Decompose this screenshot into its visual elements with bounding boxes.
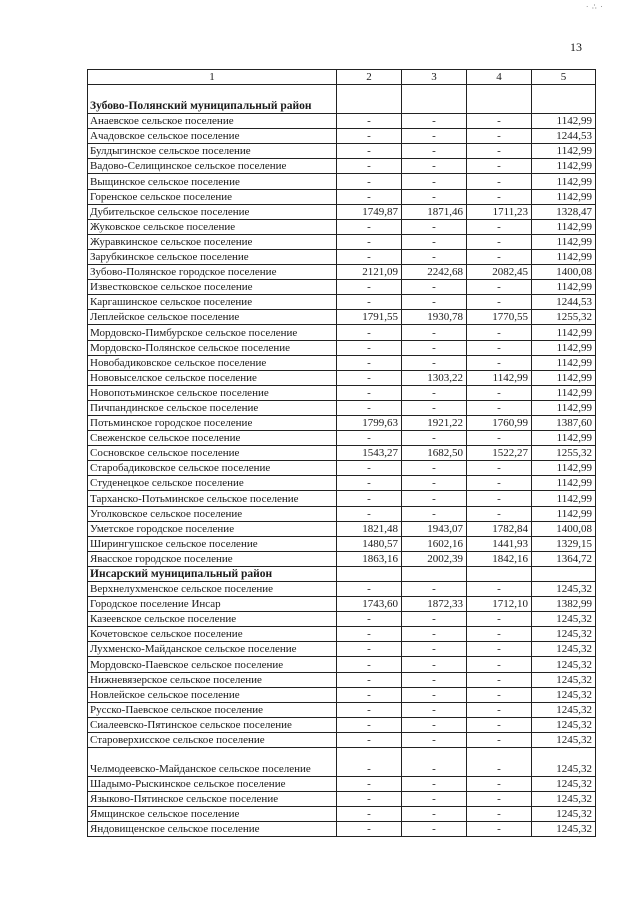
value-col-5: 1328,47	[532, 204, 596, 219]
value-col-5: 1142,99	[532, 431, 596, 446]
value-col-2: 1743,60	[337, 597, 402, 612]
value-col-4: -	[467, 159, 532, 174]
settlement-name: Горенское сельское поселение	[88, 189, 337, 204]
settlement-name: Староверхисское сельское поселение	[88, 732, 337, 747]
value-col-2: -	[337, 340, 402, 355]
settlement-name: Городское поселение Инсар	[88, 597, 337, 612]
table-row	[88, 642, 596, 657]
table-row	[88, 792, 596, 807]
settlement-name: Вадово-Селищинское сельское поселение	[88, 159, 337, 174]
value-col-5: 1245,32	[532, 672, 596, 687]
value-col-4: -	[467, 234, 532, 249]
value-col-3: 1921,22	[402, 415, 467, 430]
value-col-4: -	[467, 295, 532, 310]
value-col-2: 1543,27	[337, 446, 402, 461]
value-col-4: -	[467, 822, 532, 837]
value-col-4: -	[467, 355, 532, 370]
value-col-4: 1142,99	[467, 370, 532, 385]
table-row	[88, 612, 596, 627]
value-col-2: -	[337, 807, 402, 822]
value-col-4: -	[467, 582, 532, 597]
table-row	[88, 340, 596, 355]
value-col-4: -	[467, 476, 532, 491]
section-title: Инсарский муниципальный район	[88, 566, 337, 581]
table-row	[88, 807, 596, 822]
value-col-5: 1142,99	[532, 174, 596, 189]
column-header-3: 3	[402, 70, 467, 85]
value-col-3: -	[402, 687, 467, 702]
settlement-name: Кочетовское сельское поселение	[88, 627, 337, 642]
value-col-5: 1245,32	[532, 687, 596, 702]
value-col-5: 1142,99	[532, 400, 596, 415]
table-row	[88, 702, 596, 717]
settlement-name: Мордовско-Пимбурское сельское поселение	[88, 325, 337, 340]
table-row	[88, 189, 596, 204]
value-col-3: -	[402, 506, 467, 521]
value-col-3: -	[402, 144, 467, 159]
value-col-3: -	[402, 431, 467, 446]
value-col-4: -	[467, 792, 532, 807]
value-col-5: 1142,99	[532, 355, 596, 370]
settlement-name: Каргашинское сельское поселение	[88, 295, 337, 310]
value-col-3: -	[402, 385, 467, 400]
settlement-name: Казеевское сельское поселение	[88, 612, 337, 627]
value-col-5: 1142,99	[532, 340, 596, 355]
value-col-4: -	[467, 491, 532, 506]
value-col-2: -	[337, 461, 402, 476]
value-col-4: -	[467, 702, 532, 717]
value-col-2: -	[337, 219, 402, 234]
table-row	[88, 219, 596, 234]
table-row	[88, 234, 596, 249]
value-col-4: -	[467, 506, 532, 521]
value-col-4: -	[467, 612, 532, 627]
table-row	[88, 491, 596, 506]
table-row	[88, 280, 596, 295]
table-row	[88, 204, 596, 219]
value-col-3: -	[402, 219, 467, 234]
value-col-4: -	[467, 642, 532, 657]
value-col-3: -	[402, 777, 467, 792]
value-col-5: 1329,15	[532, 536, 596, 551]
value-col-4: -	[467, 340, 532, 355]
table-row	[88, 521, 596, 536]
value-col-4: 1770,55	[467, 310, 532, 325]
value-col-4: -	[467, 627, 532, 642]
settlement-name: Челмодеевско-Майданское сельское поселение	[88, 748, 337, 777]
value-col-5: 1142,99	[532, 249, 596, 264]
settlement-name: Языково-Пятинское сельское поселение	[88, 792, 337, 807]
value-col-2: -	[337, 822, 402, 837]
value-col-5: 1245,32	[532, 612, 596, 627]
settlement-name: Уголковское сельское поселение	[88, 506, 337, 521]
value-col-4: 2082,45	[467, 265, 532, 280]
value-col-5: 1255,32	[532, 446, 596, 461]
value-col-4: 1760,99	[467, 415, 532, 430]
settlement-name: Ширингушское сельское поселение	[88, 536, 337, 551]
value-col-5: 1400,08	[532, 265, 596, 280]
empty-cell	[337, 566, 402, 581]
value-col-5: 1244,53	[532, 295, 596, 310]
value-col-4: 1711,23	[467, 204, 532, 219]
empty-cell	[337, 85, 402, 114]
value-col-5: 1245,32	[532, 717, 596, 732]
value-col-3: -	[402, 672, 467, 687]
value-col-2: -	[337, 144, 402, 159]
table-row	[88, 822, 596, 837]
value-col-2: -	[337, 431, 402, 446]
settlement-name: Ямщинское сельское поселение	[88, 807, 337, 822]
value-col-5: 1244,53	[532, 129, 596, 144]
value-col-4: -	[467, 732, 532, 747]
value-col-5: 1142,99	[532, 325, 596, 340]
table-row	[88, 174, 596, 189]
settlement-name: Лухменско-Майданское сельское поселение	[88, 642, 337, 657]
page-number: 13	[570, 40, 582, 54]
column-header-5: 5	[532, 70, 596, 85]
empty-cell	[532, 85, 596, 114]
value-col-3: -	[402, 280, 467, 295]
value-col-5: 1142,99	[532, 506, 596, 521]
value-col-3: 1682,50	[402, 446, 467, 461]
value-col-3: -	[402, 642, 467, 657]
value-col-4: -	[467, 385, 532, 400]
value-col-5: 1245,32	[532, 732, 596, 747]
value-col-3: -	[402, 582, 467, 597]
value-col-4: -	[467, 280, 532, 295]
value-col-3: -	[402, 717, 467, 732]
settlement-name: Русско-Паевское сельское поселение	[88, 702, 337, 717]
value-col-5: 1142,99	[532, 476, 596, 491]
table-row	[88, 249, 596, 264]
value-col-3: -	[402, 491, 467, 506]
value-col-3: -	[402, 325, 467, 340]
settlement-name: Свеженское сельское поселение	[88, 431, 337, 446]
section-title: Зубово-Полянский муниципальный район	[88, 85, 337, 114]
table-row	[88, 597, 596, 612]
value-col-4: 1782,84	[467, 521, 532, 536]
value-col-3: -	[402, 657, 467, 672]
value-col-4: -	[467, 174, 532, 189]
value-col-5: 1142,99	[532, 219, 596, 234]
value-col-3: -	[402, 822, 467, 837]
value-col-2: -	[337, 325, 402, 340]
value-col-2: -	[337, 748, 402, 777]
value-col-3: -	[402, 792, 467, 807]
column-header-2: 2	[337, 70, 402, 85]
value-col-5: 1245,32	[532, 627, 596, 642]
empty-cell	[532, 566, 596, 581]
settlement-name: Студенецкое сельское поселение	[88, 476, 337, 491]
value-col-4: -	[467, 461, 532, 476]
table-row	[88, 536, 596, 551]
value-col-5: 1245,32	[532, 792, 596, 807]
value-col-2: -	[337, 129, 402, 144]
value-col-3: -	[402, 807, 467, 822]
settlement-name: Жуковское сельское поселение	[88, 219, 337, 234]
table-row	[88, 582, 596, 597]
value-col-4: -	[467, 748, 532, 777]
value-col-4: -	[467, 672, 532, 687]
table-header-row	[88, 70, 596, 85]
value-col-2: -	[337, 687, 402, 702]
settlement-name: Новобадиковское сельское поселение	[88, 355, 337, 370]
value-col-2: -	[337, 370, 402, 385]
settlement-name: Журавкинское сельское поселение	[88, 234, 337, 249]
value-col-2: -	[337, 792, 402, 807]
table-row	[88, 129, 596, 144]
settlement-name: Анаевское сельское поселение	[88, 114, 337, 129]
settlement-name: Мордовско-Паевское сельское поселение	[88, 657, 337, 672]
table-row	[88, 370, 596, 385]
value-col-2: -	[337, 777, 402, 792]
table-row	[88, 672, 596, 687]
settlement-name: Потьминское городское поселение	[88, 415, 337, 430]
settlement-name: Зарубкинское сельское поселение	[88, 249, 337, 264]
value-col-4: 1712,10	[467, 597, 532, 612]
value-col-5: 1364,72	[532, 551, 596, 566]
table-row	[88, 446, 596, 461]
value-col-3: 1303,22	[402, 370, 467, 385]
table-row	[88, 627, 596, 642]
settlement-name: Верхнелухменское сельское поселение	[88, 582, 337, 597]
value-col-4: 1522,27	[467, 446, 532, 461]
table-row	[88, 159, 596, 174]
value-col-2: 2121,09	[337, 265, 402, 280]
value-col-4: -	[467, 249, 532, 264]
value-col-4: -	[467, 431, 532, 446]
corner-mark: · ∴ ·	[586, 3, 604, 11]
value-col-3: -	[402, 627, 467, 642]
value-col-2: -	[337, 234, 402, 249]
settlement-name: Старобадиковское сельское поселение	[88, 461, 337, 476]
settlement-name: Нововыселское сельское поселение	[88, 370, 337, 385]
settlement-name: Шадымо-Рыскинское сельское поселение	[88, 777, 337, 792]
value-col-2: 1821,48	[337, 521, 402, 536]
value-col-3: 2242,68	[402, 265, 467, 280]
value-col-4: -	[467, 189, 532, 204]
settlement-name: Сосновское сельское поселение	[88, 446, 337, 461]
column-header-1: 1	[88, 70, 337, 85]
value-col-2: 1863,16	[337, 551, 402, 566]
value-col-3: -	[402, 295, 467, 310]
section-row	[88, 85, 596, 114]
value-col-5: 1245,32	[532, 777, 596, 792]
table-row	[88, 325, 596, 340]
settlement-name: Зубово-Полянское городское поселение	[88, 265, 337, 280]
value-col-2: -	[337, 642, 402, 657]
value-col-5: 1382,99	[532, 597, 596, 612]
settlement-name: Яндовищенское сельское поселение	[88, 822, 337, 837]
table-row	[88, 295, 596, 310]
value-col-5: 1245,32	[532, 822, 596, 837]
table-row	[88, 687, 596, 702]
value-col-5: 1142,99	[532, 280, 596, 295]
settlement-name: Сиалеевско-Пятинское сельское поселение	[88, 717, 337, 732]
value-col-3: -	[402, 355, 467, 370]
value-col-3: -	[402, 114, 467, 129]
table-row	[88, 431, 596, 446]
value-col-5: 1142,99	[532, 491, 596, 506]
tariff-table	[87, 69, 596, 837]
settlement-name: Выщинское сельское поселение	[88, 174, 337, 189]
settlement-name: Мордовско-Полянское сельское поселение	[88, 340, 337, 355]
value-col-4: -	[467, 219, 532, 234]
value-col-4: -	[467, 687, 532, 702]
table-row	[88, 265, 596, 280]
value-col-4: -	[467, 717, 532, 732]
value-col-5: 1142,99	[532, 114, 596, 129]
table-row	[88, 355, 596, 370]
value-col-4: -	[467, 657, 532, 672]
table-row	[88, 461, 596, 476]
value-col-3: -	[402, 234, 467, 249]
value-col-3: 1602,16	[402, 536, 467, 551]
column-header-4: 4	[467, 70, 532, 85]
value-col-3: -	[402, 400, 467, 415]
value-col-3: -	[402, 476, 467, 491]
table-row	[88, 732, 596, 747]
table-row	[88, 551, 596, 566]
settlement-name: Леплейское сельское поселение	[88, 310, 337, 325]
table-row	[88, 506, 596, 521]
value-col-3: -	[402, 189, 467, 204]
value-col-5: 1245,32	[532, 642, 596, 657]
empty-cell	[467, 566, 532, 581]
settlement-name: Ачадовское сельское поселение	[88, 129, 337, 144]
table-row	[88, 385, 596, 400]
value-col-2: 1799,63	[337, 415, 402, 430]
value-col-2: -	[337, 174, 402, 189]
value-col-4: -	[467, 144, 532, 159]
value-col-5: 1387,60	[532, 415, 596, 430]
value-col-4: 1441,93	[467, 536, 532, 551]
value-col-5: 1245,32	[532, 748, 596, 777]
value-col-5: 1245,32	[532, 657, 596, 672]
value-col-3: -	[402, 612, 467, 627]
table-row	[88, 777, 596, 792]
value-col-3: -	[402, 340, 467, 355]
value-col-3: 2002,39	[402, 551, 467, 566]
value-col-3: -	[402, 129, 467, 144]
value-col-2: -	[337, 249, 402, 264]
value-col-2: -	[337, 385, 402, 400]
value-col-2: -	[337, 506, 402, 521]
section-row	[88, 566, 596, 581]
empty-cell	[402, 85, 467, 114]
value-col-3: 1871,46	[402, 204, 467, 219]
value-col-2: -	[337, 702, 402, 717]
settlement-name: Нижневязерское сельское поселение	[88, 672, 337, 687]
value-col-3: -	[402, 732, 467, 747]
value-col-4: -	[467, 777, 532, 792]
value-col-2: -	[337, 280, 402, 295]
value-col-2: -	[337, 491, 402, 506]
value-col-5: 1255,32	[532, 310, 596, 325]
value-col-4: 1842,16	[467, 551, 532, 566]
value-col-5: 1245,32	[532, 807, 596, 822]
value-col-3: 1943,07	[402, 521, 467, 536]
value-col-3: 1872,33	[402, 597, 467, 612]
table-row	[88, 310, 596, 325]
table-body	[88, 85, 596, 837]
value-col-2: -	[337, 657, 402, 672]
value-col-2: -	[337, 672, 402, 687]
table-row	[88, 717, 596, 732]
table-row	[88, 114, 596, 129]
table-row	[88, 476, 596, 491]
settlement-name: Известковское сельское поселение	[88, 280, 337, 295]
value-col-2: -	[337, 400, 402, 415]
value-col-5: 1245,32	[532, 582, 596, 597]
value-col-2: -	[337, 189, 402, 204]
value-col-5: 1142,99	[532, 385, 596, 400]
settlement-name: Новопотьминское сельское поселение	[88, 385, 337, 400]
settlement-name: Булдыгинское сельское поселение	[88, 144, 337, 159]
value-col-5: 1142,99	[532, 461, 596, 476]
value-col-5: 1142,99	[532, 370, 596, 385]
value-col-3: 1930,78	[402, 310, 467, 325]
settlement-name: Уметское городское поселение	[88, 521, 337, 536]
value-col-4: -	[467, 400, 532, 415]
value-col-2: -	[337, 355, 402, 370]
value-col-5: 1245,32	[532, 702, 596, 717]
value-col-3: -	[402, 748, 467, 777]
value-col-3: -	[402, 174, 467, 189]
value-col-4: -	[467, 114, 532, 129]
value-col-5: 1142,99	[532, 189, 596, 204]
value-col-2: -	[337, 295, 402, 310]
value-col-3: -	[402, 159, 467, 174]
settlement-name: Дубительское сельское поселение	[88, 204, 337, 219]
value-col-4: -	[467, 807, 532, 822]
value-col-3: -	[402, 461, 467, 476]
table-row	[88, 415, 596, 430]
value-col-2: -	[337, 732, 402, 747]
value-col-2: -	[337, 159, 402, 174]
value-col-2: -	[337, 612, 402, 627]
settlement-name: Пичпандинское сельское поселение	[88, 400, 337, 415]
value-col-2: 1480,57	[337, 536, 402, 551]
value-col-2: 1791,55	[337, 310, 402, 325]
value-col-2: -	[337, 627, 402, 642]
value-col-3: -	[402, 702, 467, 717]
value-col-4: -	[467, 325, 532, 340]
table-row	[88, 400, 596, 415]
value-col-2: -	[337, 114, 402, 129]
value-col-3: -	[402, 249, 467, 264]
value-col-5: 1142,99	[532, 144, 596, 159]
value-col-5: 1142,99	[532, 159, 596, 174]
empty-cell	[467, 85, 532, 114]
value-col-2: 1749,87	[337, 204, 402, 219]
table-row	[88, 748, 596, 777]
settlement-name: Новлейское сельское поселение	[88, 687, 337, 702]
value-col-2: -	[337, 582, 402, 597]
settlement-name: Явасское городское поселение	[88, 551, 337, 566]
table-row	[88, 144, 596, 159]
table-row	[88, 657, 596, 672]
settlement-name: Тарханско-Потьминское сельское поселение	[88, 491, 337, 506]
value-col-2: -	[337, 717, 402, 732]
value-col-5: 1400,08	[532, 521, 596, 536]
value-col-2: -	[337, 476, 402, 491]
empty-cell	[402, 566, 467, 581]
value-col-4: -	[467, 129, 532, 144]
value-col-5: 1142,99	[532, 234, 596, 249]
